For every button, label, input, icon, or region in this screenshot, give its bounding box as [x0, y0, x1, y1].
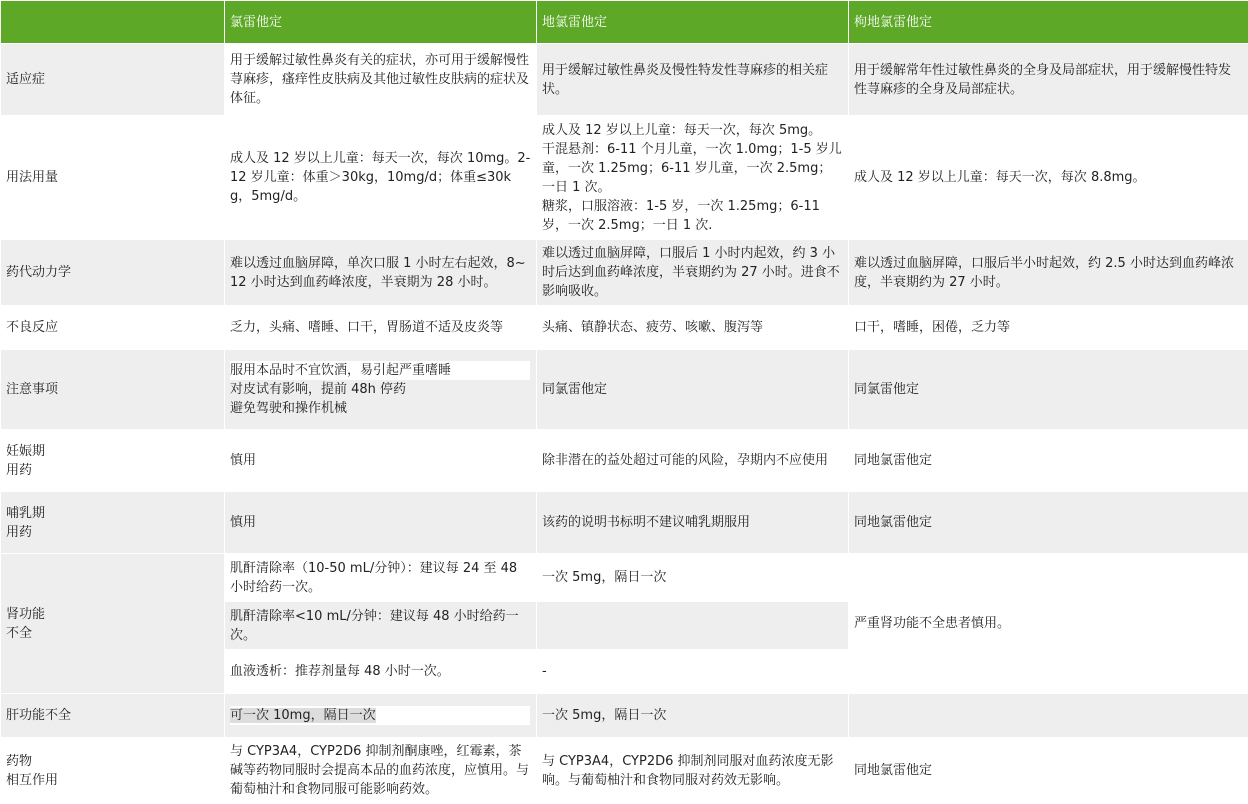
cell-text: - — [537, 650, 849, 694]
row-label-line: 药物 — [6, 753, 33, 769]
cell-text: 用于缓解过敏性鼻炎及慢性特发性荨麻疹的相关症状。 — [537, 44, 849, 116]
cell-text: 用于缓解过敏性鼻炎有关的症状，亦可用于缓解慢性荨麻疹，瘙痒性皮肤病及其他过敏性皮肤病的症状及体征。 — [225, 44, 537, 116]
cell-text: 用于缓解常年性过敏性鼻炎的全身及局部症状，用于缓解慢性特发性荨麻疹的全身及局部症状。 — [849, 44, 1248, 116]
row-label — [1, 554, 225, 694]
row-indication — [1, 44, 1248, 116]
row-label: 药代动力学 — [1, 240, 225, 306]
cell-text — [849, 694, 1248, 738]
cell-text: 乏力，头痛、嗜睡、口干，胃肠道不适及皮炎等 — [225, 306, 537, 350]
cell-text: 同氯雷他定 — [537, 350, 849, 430]
cell-text — [537, 602, 849, 650]
row-label-line: 用药 — [6, 462, 33, 478]
row-label-line: 妊娠期 — [6, 443, 46, 459]
row-precautions — [1, 350, 1248, 430]
cell-text: 同地氯雷他定 — [849, 430, 1248, 492]
row-label: 适应症 — [1, 44, 225, 116]
cell-line: 服用本品时不宜饮酒，易引起严重嗜睡 — [230, 361, 530, 380]
row-adverse-reactions — [1, 306, 1248, 350]
row-label: 不良反应 — [1, 306, 225, 350]
cell-text: 一次 5mg，隔日一次 — [537, 554, 849, 602]
cell-line: 避免驾驶和操作机械 — [230, 401, 348, 416]
header-row — [1, 1, 1248, 44]
header-corner — [1, 1, 225, 44]
row-interactions — [1, 738, 1248, 804]
cell-text: 同地氯雷他定 — [849, 492, 1248, 554]
cell-text: 严重肾功能不全患者慎用。 — [849, 554, 1248, 694]
cell-text: 慎用 — [225, 492, 537, 554]
row-label-line: 肾功能 — [6, 606, 46, 622]
cell-text — [225, 694, 537, 738]
cell-text: 头痛、镇静状态、疲劳、咳嗽、腹泻等 — [537, 306, 849, 350]
cell-text: 成人及 12 岁以上儿童：每天一次，每次 8.8mg。 — [849, 116, 1248, 240]
highlighted-text: 可一次 10mg，隔日一次 — [230, 708, 376, 723]
cell-text: 同氯雷他定 — [849, 350, 1248, 430]
row-label-line: 用药 — [6, 524, 33, 540]
cell-text — [537, 116, 849, 240]
row-label-line: 哺乳期 — [6, 505, 46, 521]
row-label-line: 相互作用 — [6, 772, 59, 788]
cell-text: 该药的说明书标明不建议哺乳期服用 — [537, 492, 849, 554]
cell-text: 与 CYP3A4，CYP2D6 抑制剂酮康唑，红霉素，茶碱等药物同服时会提高本品的血药浓度，应慎用。与葡萄柚汁和食物同服可能影响药效。 — [225, 738, 537, 804]
cell-line: 糖浆，口服溶液：1-5 岁，一次 1.25mg；6-11 岁，一次 2.5mg；一日 1 次. — [542, 198, 820, 233]
highlight-wrap — [230, 706, 530, 725]
row-label-line: 不全 — [6, 625, 33, 641]
cell-text: 慎用 — [225, 430, 537, 492]
cell-text: 与 CYP3A4，CYP2D6 抑制剂同服对血药浓度无影响。与葡萄柚汁和食物同服对药效无影响。 — [537, 738, 849, 804]
row-label — [1, 492, 225, 554]
cell-text: 血液透析：推荐剂量每 48 小时一次。 — [225, 650, 537, 694]
row-label — [1, 430, 225, 492]
row-label: 用法用量 — [1, 116, 225, 240]
cell-text: 同地氯雷他定 — [849, 738, 1248, 804]
row-lactation — [1, 492, 1248, 554]
cell-text: 口干，嗜睡，困倦，乏力等 — [849, 306, 1248, 350]
header-desloratadine-citrate: 枸地氯雷他定 — [849, 1, 1248, 44]
row-label: 肝功能不全 — [1, 694, 225, 738]
row-label — [1, 738, 225, 804]
cell-text: 一次 5mg，隔日一次 — [537, 694, 849, 738]
cell-text: 难以透过血脑屏障，口服后 1 小时内起效，约 3 小时后达到血药峰浓度，半衰期约为 27 小时。进食不影响吸收。 — [537, 240, 849, 306]
cell-text — [225, 350, 537, 430]
cell-text: 肌酐清除率<10 mL/分钟：建议每 48 小时给药一次。 — [225, 602, 537, 650]
header-desloratadine: 地氯雷他定 — [537, 1, 849, 44]
cell-text: 难以透过血脑屏障，口服后半小时起效，约 2.5 小时达到血药峰浓度，半衰期约为 27 小时。 — [849, 240, 1248, 306]
row-label: 注意事项 — [1, 350, 225, 430]
cell-text: 成人及 12 岁以上儿童：每天一次，每次 10mg。2-12 岁儿童：体重＞30kg，10mg/d；体重≤30kg，5mg/d。 — [225, 116, 537, 240]
cell-text: 除非潜在的益处超过可能的风险，孕期内不应使用 — [537, 430, 849, 492]
cell-line: 对皮试有影响，提前 48h 停药 — [230, 382, 407, 397]
cell-line: 干混悬剂：6-11 个月儿童，一次 1.0mg；1-5 岁儿童，一次 1.25mg；6-11 岁儿童，一次 2.5mg；一日 1 次。 — [542, 141, 842, 195]
cell-line: 成人及 12 岁以上儿童：每天一次，每次 5mg。 — [542, 122, 822, 138]
header-loratadine: 氯雷他定 — [225, 1, 537, 44]
row-pregnancy — [1, 430, 1248, 492]
row-dosage — [1, 116, 1248, 240]
cell-text: 肌酐清除率（10-50 mL/分钟）：建议每 24 至 48 小时给药一次。 — [225, 554, 537, 602]
row-hepatic — [1, 694, 1248, 738]
cell-text: 难以透过血脑屏障，单次口服 1 小时左右起效，8~12 小时达到血药峰浓度，半衰期为 28 小时。 — [225, 240, 537, 306]
row-renal-1 — [1, 554, 1248, 602]
row-pharmacokinetics — [1, 240, 1248, 306]
